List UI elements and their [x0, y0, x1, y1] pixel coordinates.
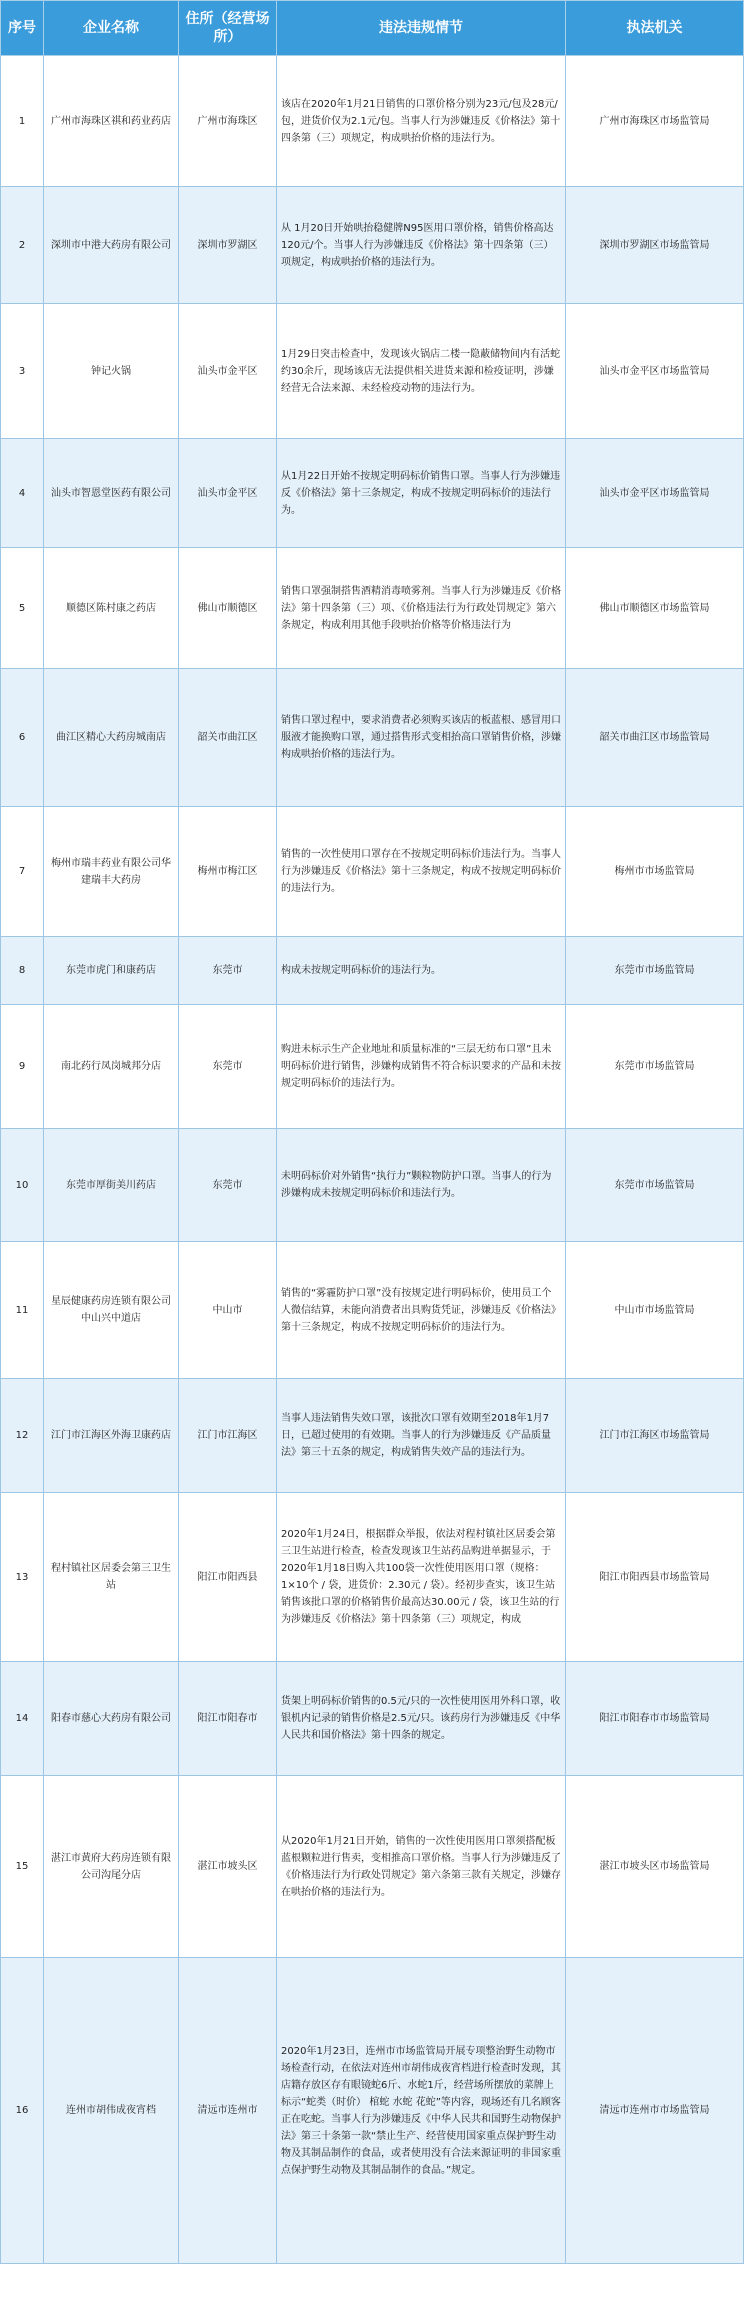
row-company: 曲江区精心大药房城南店: [44, 669, 179, 807]
row-company: 东莞市虎门和康药店: [44, 937, 179, 1005]
row-index: 16: [1, 1958, 44, 2264]
row-details: 销售的一次性使用口罩存在不按规定明码标价违法行为。当事人行为涉嫌违反《价格法》第十三条规定，构成不按规定明码标价的违法行为。: [277, 807, 566, 937]
row-authority: 东莞市市场监管局: [566, 1129, 744, 1242]
row-authority: 广州市海珠区市场监管局: [566, 56, 744, 187]
row-details: 2020年1月24日，根据群众举报，依法对程村镇社区居委会第三卫生站进行检查，检查发现该卫生站药品购进单据显示，于2020年1月18日购入共100袋一次性使用医用口罩（规格：1×10个 / 袋，进货价：2.30元 / 袋）。经初步查实，该卫生站销售该批口罩的价格销售价最高达30.00元 / 袋，该卫生站的行为涉嫌违反《价格法》第十四条第（三）项规定，构成: [277, 1493, 566, 1662]
row-authority: 东莞市市场监管局: [566, 1005, 744, 1129]
row-index: 7: [1, 807, 44, 937]
table-row: [1, 1958, 744, 2264]
row-details: 该店在2020年1月21日销售的口罩价格分别为23元/包及28元/包，进货价仅为2.1元/包。当事人行为涉嫌违反《价格法》第十四条第（三）项规定，构成哄抬价格的违法行为。: [277, 56, 566, 187]
row-index: 2: [1, 187, 44, 304]
row-authority: 阳江市阳西县市场监管局: [566, 1493, 744, 1662]
table-row: [1, 937, 744, 1005]
row-details: 销售口罩过程中，要求消费者必须购买该店的板蓝根、感冒用口服液才能换购口罩，通过搭售形式变相抬高口罩销售价格，涉嫌构成哄抬价格的违法行为。: [277, 669, 566, 807]
row-company: 汕头市智恩堂医药有限公司: [44, 439, 179, 548]
row-address: 东莞市: [179, 937, 277, 1005]
row-details: 2020年1月23日，连州市市场监管局开展专项整治野生动物市场检查行动，在依法对连州市胡伟成夜宵档进行检查时发现，其店籍存放区存有眼镜蛇6斤、水蛇1斤，经营场所摆放的菜牌上标示“蛇类（时价） 棺蛇 水蛇 花蛇”等内容，现场还有几名顾客正在吃蛇。当事人行为涉嫌违反《中华人民共和国野生动物保护法》第三十条第一款“禁止生产、经营使用国家重点保护野生动物及其制品制作的食品，或者使用没有合法来源证明的非国家重点保护野生动物及其制品制作的食品。”规定。: [277, 1958, 566, 2264]
row-index: 9: [1, 1005, 44, 1129]
row-index: 1: [1, 56, 44, 187]
table-row: [1, 1493, 744, 1662]
row-authority: 江门市江海区市场监管局: [566, 1379, 744, 1493]
table-row: [1, 1379, 744, 1493]
row-company: 深圳市中港大药房有限公司: [44, 187, 179, 304]
row-details: 货架上明码标价销售的0.5元/只的一次性使用医用外科口罩，收银机内记录的销售价格是2.5元/只。该药房行为涉嫌违反《中华人民共和国价格法》第十四条的规定。: [277, 1662, 566, 1776]
row-authority: 深圳市罗湖区市场监管局: [566, 187, 744, 304]
row-address: 湛江市坡头区: [179, 1776, 277, 1958]
table-row: [1, 1242, 744, 1379]
row-authority: 阳江市阳春市市场监管局: [566, 1662, 744, 1776]
row-company: 广州市海珠区祺和药业药店: [44, 56, 179, 187]
row-company: 星辰健康药房连锁有限公司中山兴中道店: [44, 1242, 179, 1379]
table-row: [1, 669, 744, 807]
table-row: [1, 187, 744, 304]
row-details: 构成未按规定明码标价的违法行为。: [277, 937, 566, 1005]
row-company: 梅州市瑞丰药业有限公司华建瑞丰大药房: [44, 807, 179, 937]
row-address: 阳江市阳西县: [179, 1493, 277, 1662]
row-index: 12: [1, 1379, 44, 1493]
row-address: 汕头市金平区: [179, 304, 277, 439]
row-company: 阳春市慈心大药房有限公司: [44, 1662, 179, 1776]
header-index: 序号: [1, 1, 44, 56]
row-authority: 中山市市场监管局: [566, 1242, 744, 1379]
row-address: 江门市江海区: [179, 1379, 277, 1493]
row-index: 8: [1, 937, 44, 1005]
row-details: 从2020年1月21日开始，销售的一次性使用医用口罩须搭配板蓝根颗粒进行售卖，变相推高口罩价格。当事人行为涉嫌违反了《价格违法行为行政处罚规定》第六条第三款有关规定，涉嫌存在哄抬价格的违法行为。: [277, 1776, 566, 1958]
row-authority: 韶关市曲江区市场监管局: [566, 669, 744, 807]
row-address: 广州市海珠区: [179, 56, 277, 187]
row-authority: 汕头市金平区市场监管局: [566, 439, 744, 548]
row-authority: 佛山市顺德区市场监管局: [566, 548, 744, 669]
row-address: 佛山市顺德区: [179, 548, 277, 669]
row-authority: 汕头市金平区市场监管局: [566, 304, 744, 439]
row-authority: 梅州市市场监管局: [566, 807, 744, 937]
row-details: 销售口罩强制搭售酒精消毒喷雾剂。当事人行为涉嫌违反《价格法》第十四条第（三）项、《价格违法行为行政处罚规定》第六条规定，构成利用其他手段哄抬价格等价格违法行为: [277, 548, 566, 669]
row-index: 11: [1, 1242, 44, 1379]
row-address: 东莞市: [179, 1129, 277, 1242]
row-index: 10: [1, 1129, 44, 1242]
row-company: 连州市胡伟成夜宵档: [44, 1958, 179, 2264]
row-company: 钟记火锅: [44, 304, 179, 439]
row-index: 4: [1, 439, 44, 548]
row-details: 从1月22日开始不按规定明码标价销售口罩。当事人行为涉嫌违反《价格法》第十三条规定，构成不按规定明码标价的违法行为。: [277, 439, 566, 548]
row-index: 5: [1, 548, 44, 669]
row-authority: 清远市连州市市场监管局: [566, 1958, 744, 2264]
row-details: 购进未标示生产企业地址和质量标准的“三层无纺布口罩”且未明码标价进行销售，涉嫌构成销售不符合标识要求的产品和未按规定明码标价的违法行为。: [277, 1005, 566, 1129]
row-address: 东莞市: [179, 1005, 277, 1129]
row-company: 程村镇社区居委会第三卫生站: [44, 1493, 179, 1662]
header-company: 企业名称: [44, 1, 179, 56]
row-index: 6: [1, 669, 44, 807]
row-details: 从 1月20日开始哄抬稳健牌N95医用口罩价格，销售价格高达120元/个。当事人行为涉嫌违反《价格法》第十四条第（三）项规定，构成哄抬价格的违法行为。: [277, 187, 566, 304]
row-details: 未明码标价对外销售“执行力”颗粒物防护口罩。当事人的行为涉嫌构成未按规定明码标价和违法行为。: [277, 1129, 566, 1242]
table-row: [1, 807, 744, 937]
row-address: 汕头市金平区: [179, 439, 277, 548]
row-authority: 湛江市坡头区市场监管局: [566, 1776, 744, 1958]
row-index: 14: [1, 1662, 44, 1776]
row-address: 清远市连州市: [179, 1958, 277, 2264]
row-index: 15: [1, 1776, 44, 1958]
header-details: 违法违规情节: [277, 1, 566, 56]
table-row: [1, 56, 744, 187]
row-index: 13: [1, 1493, 44, 1662]
row-authority: 东莞市市场监管局: [566, 937, 744, 1005]
table-row: [1, 304, 744, 439]
table-row: [1, 1129, 744, 1242]
row-details: 当事人违法销售失效口罩，该批次口罩有效期至2018年1月7日，已超过使用的有效期。当事人的行为涉嫌违反《产品质量法》第三十五条的规定，构成销售失效产品的违法行为。: [277, 1379, 566, 1493]
header-address: 住所（经营场所）: [179, 1, 277, 56]
table-row: [1, 548, 744, 669]
row-address: 韶关市曲江区: [179, 669, 277, 807]
row-index: 3: [1, 304, 44, 439]
row-company: 南北药行凤岗城邦分店: [44, 1005, 179, 1129]
row-company: 东莞市厚街美川药店: [44, 1129, 179, 1242]
row-company: 湛江市黄府大药房连锁有限公司沟尾分店: [44, 1776, 179, 1958]
table-row: [1, 1005, 744, 1129]
row-address: 梅州市梅江区: [179, 807, 277, 937]
row-company: 江门市江海区外海卫康药店: [44, 1379, 179, 1493]
row-company: 顺德区陈村康之药店: [44, 548, 179, 669]
header-row: [1, 1, 744, 56]
table-header: [1, 1, 744, 56]
row-details: 1月29日突击检查中，发现该火锅店二楼一隐蔽储物间内有活蛇约30余斤，现场该店无法提供相关进货来源和检疫证明，涉嫌经营无合法来源、未经检疫动物的违法行为。: [277, 304, 566, 439]
table-row: [1, 1662, 744, 1776]
row-address: 深圳市罗湖区: [179, 187, 277, 304]
table-row: [1, 1776, 744, 1958]
header-authority: 执法机关: [566, 1, 744, 56]
row-address: 阳江市阳春市: [179, 1662, 277, 1776]
row-address: 中山市: [179, 1242, 277, 1379]
row-details: 销售的“雾霾防护口罩”没有按规定进行明码标价，使用员工个人微信结算，未能向消费者出具购货凭证，涉嫌违反《价格法》第十三条规定，构成不按规定明码标价的违法行为。: [277, 1242, 566, 1379]
table-row: [1, 439, 744, 548]
table-body: [1, 56, 744, 2264]
